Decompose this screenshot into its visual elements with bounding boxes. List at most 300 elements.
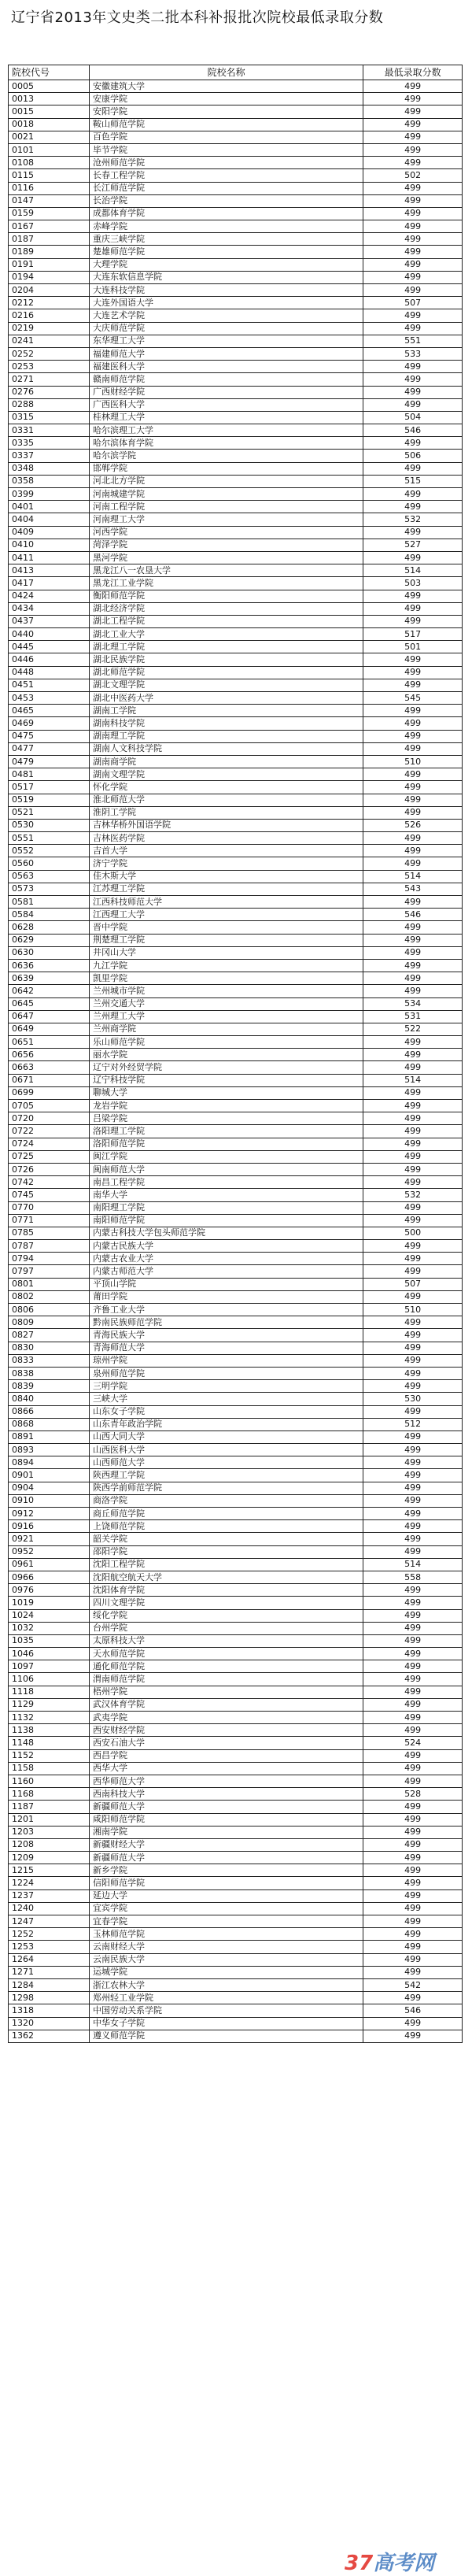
min-score-cell: 499	[363, 1265, 463, 1278]
school-code-cell: 1209	[9, 1852, 90, 1864]
school-name-cell: 兰州城市学院	[90, 985, 363, 997]
table-row	[9, 1571, 463, 1583]
table-row	[9, 666, 463, 679]
min-score-cell: 499	[363, 1125, 463, 1138]
table-row	[9, 1634, 463, 1647]
school-code-cell: 0469	[9, 717, 90, 730]
school-name-cell: 湖北工业大学	[90, 628, 363, 641]
school-code-cell: 0101	[9, 143, 90, 156]
table-row	[9, 2004, 463, 2017]
table-row	[9, 220, 463, 233]
school-name-cell: 郑州轻工业学院	[90, 1992, 363, 2004]
school-code-cell: 0581	[9, 896, 90, 909]
min-score-cell: 499	[363, 896, 463, 909]
min-score-cell: 499	[363, 1584, 463, 1597]
min-score-cell: 499	[363, 1928, 463, 1941]
school-name-cell: 兰州交通大学	[90, 997, 363, 1010]
min-score-cell: 499	[363, 1597, 463, 1609]
min-score-cell: 499	[363, 921, 463, 934]
table-row	[9, 641, 463, 653]
school-code-cell: 0521	[9, 806, 90, 819]
school-code-cell: 0276	[9, 386, 90, 398]
school-name-cell: 河南工程学院	[90, 501, 363, 513]
min-score-cell: 499	[363, 1086, 463, 1099]
table-row	[9, 1061, 463, 1074]
school-code-cell: 0891	[9, 1430, 90, 1443]
min-score-cell: 499	[363, 1545, 463, 1558]
table-row	[9, 1813, 463, 1826]
school-name-cell: 内蒙古农业大学	[90, 1253, 363, 1265]
school-name-cell: 齐鲁工业大学	[90, 1304, 363, 1316]
school-code-cell: 0475	[9, 730, 90, 742]
school-code-cell: 1097	[9, 1660, 90, 1673]
table-row	[9, 462, 463, 475]
table-row	[9, 615, 463, 627]
school-name-cell: 大庆师范学院	[90, 322, 363, 335]
min-score-cell: 499	[363, 946, 463, 959]
school-name-cell: 吉首大学	[90, 845, 363, 857]
school-name-cell: 内蒙古科技大学包头师范学院	[90, 1227, 363, 1239]
school-name-cell: 绥化学院	[90, 1609, 363, 1622]
table-row	[9, 539, 463, 551]
table-row	[9, 1201, 463, 1214]
school-name-cell: 陕西学前师范学院	[90, 1482, 363, 1494]
table-row	[9, 781, 463, 794]
table-row	[9, 1978, 463, 1991]
school-name-cell: 河南城建学院	[90, 488, 363, 501]
min-score-cell: 499	[363, 309, 463, 322]
school-name-cell: 西安财经学院	[90, 1724, 363, 1737]
school-name-cell: 湖北民族学院	[90, 653, 363, 666]
school-code-cell: 0560	[9, 857, 90, 870]
school-code-cell: 0839	[9, 1380, 90, 1393]
school-name-cell: 衡阳师范学院	[90, 590, 363, 602]
min-score-cell: 499	[363, 1877, 463, 1889]
table-row	[9, 832, 463, 845]
school-name-cell: 武夷学院	[90, 1712, 363, 1724]
school-name-cell: 山东女子学院	[90, 1405, 363, 1418]
table-row	[9, 488, 463, 501]
table-row	[9, 755, 463, 768]
min-score-cell: 499	[363, 972, 463, 985]
school-code-cell: 1148	[9, 1737, 90, 1749]
min-score-cell: 499	[363, 1380, 463, 1393]
table-row	[9, 1622, 463, 1634]
school-name-cell: 聊城大学	[90, 1086, 363, 1099]
school-code-cell: 0479	[9, 755, 90, 768]
school-code-cell: 0645	[9, 997, 90, 1010]
school-name-cell: 重庆三峡学院	[90, 233, 363, 246]
min-score-cell: 499	[363, 1482, 463, 1494]
school-name-cell: 东华理工大学	[90, 335, 363, 347]
school-code-cell: 1024	[9, 1609, 90, 1622]
school-name-cell: 湖南人文科技学院	[90, 742, 363, 755]
min-score-cell: 499	[363, 1992, 463, 2004]
table-row	[9, 118, 463, 131]
table-row	[9, 233, 463, 246]
min-score-cell: 551	[363, 335, 463, 347]
school-code-cell: 0013	[9, 93, 90, 105]
table-row	[9, 1648, 463, 1660]
school-name-cell: 山东青年政治学院	[90, 1418, 363, 1430]
school-code-cell: 0649	[9, 1023, 90, 1035]
school-name-cell: 福建医科大学	[90, 361, 363, 373]
table-row	[9, 794, 463, 806]
school-code-cell: 0401	[9, 501, 90, 513]
school-code-cell: 1253	[9, 1941, 90, 1953]
school-name-cell: 南昌工程学院	[90, 1176, 363, 1189]
table-row	[9, 1698, 463, 1711]
min-score-cell: 532	[363, 513, 463, 526]
school-code-cell: 0794	[9, 1253, 90, 1265]
table-row	[9, 284, 463, 297]
table-row	[9, 450, 463, 462]
school-name-cell: 青海民族大学	[90, 1329, 363, 1342]
min-score-cell: 499	[363, 1749, 463, 1762]
school-name-cell: 湖北文理学院	[90, 679, 363, 691]
table-row	[9, 997, 463, 1010]
header-name: 院校名称	[90, 65, 363, 80]
school-name-cell: 沧州师范学院	[90, 157, 363, 169]
school-code-cell: 0115	[9, 169, 90, 182]
school-name-cell: 湖南工学院	[90, 705, 363, 717]
school-code-cell: 0785	[9, 1227, 90, 1239]
school-name-cell: 淮北师范大学	[90, 794, 363, 806]
table-row	[9, 1354, 463, 1367]
school-code-cell: 0358	[9, 475, 90, 487]
school-name-cell: 三明学院	[90, 1380, 363, 1393]
school-code-cell: 0204	[9, 284, 90, 297]
table-row	[9, 819, 463, 831]
school-code-cell: 1106	[9, 1673, 90, 1686]
school-name-cell: 宜春学院	[90, 1915, 363, 1928]
school-code-cell: 0167	[9, 220, 90, 233]
school-name-cell: 赤峰学院	[90, 220, 363, 233]
table-row	[9, 1877, 463, 1889]
school-code-cell: 0271	[9, 373, 90, 386]
min-score-cell: 499	[363, 1609, 463, 1622]
table-header-row	[9, 65, 463, 80]
min-score-cell: 533	[363, 347, 463, 360]
school-name-cell: 吉林医药学院	[90, 832, 363, 845]
school-name-cell: 兰州理工大学	[90, 1010, 363, 1023]
table-row	[9, 1176, 463, 1189]
min-score-cell: 499	[363, 1469, 463, 1482]
school-code-cell: 0656	[9, 1049, 90, 1061]
table-row	[9, 1393, 463, 1405]
school-name-cell: 南阳理工学院	[90, 1201, 363, 1214]
school-code-cell: 1237	[9, 1889, 90, 1902]
min-score-cell: 531	[363, 1010, 463, 1023]
min-score-cell: 506	[363, 450, 463, 462]
min-score-cell: 499	[363, 934, 463, 946]
school-name-cell: 西华大学	[90, 1762, 363, 1775]
min-score-cell: 499	[363, 1775, 463, 1787]
min-score-cell: 499	[363, 526, 463, 539]
school-code-cell: 0725	[9, 1150, 90, 1163]
school-name-cell: 楚雄师范学院	[90, 246, 363, 258]
school-code-cell: 1118	[9, 1686, 90, 1698]
min-score-cell: 499	[363, 1941, 463, 1953]
min-score-cell: 499	[363, 1329, 463, 1342]
school-code-cell: 1203	[9, 1826, 90, 1838]
min-score-cell: 522	[363, 1023, 463, 1035]
school-code-cell: 0630	[9, 946, 90, 959]
min-score-cell: 499	[363, 2030, 463, 2042]
school-name-cell: 中华女子学院	[90, 2017, 363, 2030]
min-score-cell: 515	[363, 475, 463, 487]
school-code-cell: 0409	[9, 526, 90, 539]
school-name-cell: 淮阴工学院	[90, 806, 363, 819]
school-code-cell: 0952	[9, 1545, 90, 1558]
min-score-cell: 499	[363, 781, 463, 794]
school-name-cell: 南阳师范学院	[90, 1214, 363, 1227]
school-code-cell: 0827	[9, 1329, 90, 1342]
school-code-cell: 0424	[9, 590, 90, 602]
min-score-cell: 499	[363, 730, 463, 742]
table-row	[9, 411, 463, 424]
school-code-cell: 0451	[9, 679, 90, 691]
school-code-cell: 0868	[9, 1418, 90, 1430]
table-row	[9, 501, 463, 513]
school-name-cell: 四川文理学院	[90, 1597, 363, 1609]
school-code-cell: 1271	[9, 1966, 90, 1978]
page-title: 辽宁省2013年文史类二批本科补报批次院校最低录取分数	[11, 9, 384, 26]
table-row	[9, 386, 463, 398]
school-name-cell: 湖北师范学院	[90, 666, 363, 679]
school-code-cell: 0910	[9, 1494, 90, 1507]
min-score-cell: 499	[363, 1112, 463, 1125]
school-name-cell: 黔南民族师范学院	[90, 1316, 363, 1329]
table-row	[9, 946, 463, 959]
min-score-cell: 499	[363, 1813, 463, 1826]
table-row	[9, 1214, 463, 1227]
school-name-cell: 吉林华桥外国语学院	[90, 819, 363, 831]
min-score-cell: 530	[363, 1393, 463, 1405]
table-row	[9, 1609, 463, 1622]
min-score-cell: 499	[363, 1634, 463, 1647]
table-row	[9, 1966, 463, 1978]
min-score-cell: 499	[363, 1698, 463, 1711]
min-score-cell: 499	[363, 386, 463, 398]
school-name-cell: 安徽建筑大学	[90, 80, 363, 93]
table-row	[9, 1545, 463, 1558]
min-score-cell: 499	[363, 1520, 463, 1533]
school-name-cell: 河西学院	[90, 526, 363, 539]
school-code-cell: 0018	[9, 118, 90, 131]
table-row	[9, 207, 463, 220]
school-code-cell: 1318	[9, 2004, 90, 2017]
school-name-cell: 内蒙古民族大学	[90, 1240, 363, 1253]
school-code-cell: 0481	[9, 768, 90, 781]
min-score-cell: 499	[363, 1456, 463, 1469]
min-score-cell: 512	[363, 1418, 463, 1430]
school-code-cell: 0147	[9, 194, 90, 207]
table-row	[9, 1724, 463, 1737]
school-code-cell: 0797	[9, 1265, 90, 1278]
school-name-cell: 台州学院	[90, 1622, 363, 1634]
school-code-cell: 0726	[9, 1163, 90, 1175]
min-score-cell: 503	[363, 577, 463, 590]
school-name-cell: 江西科技师范大学	[90, 896, 363, 909]
min-score-cell: 499	[363, 220, 463, 233]
table-row	[9, 322, 463, 335]
school-name-cell: 荆楚理工学院	[90, 934, 363, 946]
table-row	[9, 934, 463, 946]
min-score-cell: 504	[363, 411, 463, 424]
min-score-cell: 507	[363, 297, 463, 309]
table-row	[9, 373, 463, 386]
school-name-cell: 江西理工大学	[90, 909, 363, 921]
table-row	[9, 717, 463, 730]
school-name-cell: 百色学院	[90, 131, 363, 143]
school-code-cell: 1264	[9, 1953, 90, 1966]
school-code-cell: 1298	[9, 1992, 90, 2004]
school-name-cell: 兰州商学院	[90, 1023, 363, 1035]
school-name-cell: 湖北中医药大学	[90, 692, 363, 705]
school-name-cell: 井冈山大学	[90, 946, 363, 959]
table-row	[9, 1405, 463, 1418]
min-score-cell: 499	[363, 857, 463, 870]
school-code-cell: 0636	[9, 959, 90, 972]
table-row	[9, 1265, 463, 1278]
table-row	[9, 959, 463, 972]
school-name-cell: 大连艺术学院	[90, 309, 363, 322]
table-row	[9, 1278, 463, 1290]
table-row	[9, 1112, 463, 1125]
table-row	[9, 857, 463, 870]
school-name-cell: 遵义师范学院	[90, 2030, 363, 2042]
school-name-cell: 宜宾学院	[90, 1902, 363, 1915]
min-score-cell: 499	[363, 666, 463, 679]
school-code-cell: 0722	[9, 1125, 90, 1138]
school-name-cell: 长春工程学院	[90, 169, 363, 182]
school-name-cell: 南华大学	[90, 1189, 363, 1201]
min-score-cell: 499	[363, 1367, 463, 1379]
min-score-cell: 499	[363, 462, 463, 475]
table-row	[9, 1889, 463, 1902]
school-code-cell: 0809	[9, 1316, 90, 1329]
school-code-cell: 0801	[9, 1278, 90, 1290]
school-name-cell: 西华师范大学	[90, 1775, 363, 1787]
school-name-cell: 中国劳动关系学院	[90, 2004, 363, 2017]
school-code-cell: 0893	[9, 1444, 90, 1456]
school-code-cell: 0005	[9, 80, 90, 93]
min-score-cell: 499	[363, 1290, 463, 1303]
min-score-cell: 499	[363, 705, 463, 717]
min-score-cell: 499	[363, 1342, 463, 1354]
table-row	[9, 1253, 463, 1265]
min-score-cell: 499	[363, 1673, 463, 1686]
school-code-cell: 0216	[9, 309, 90, 322]
table-row	[9, 1456, 463, 1469]
table-row	[9, 1482, 463, 1494]
school-code-cell: 0894	[9, 1456, 90, 1469]
school-name-cell: 陕西理工学院	[90, 1469, 363, 1482]
school-name-cell: 山西师范大学	[90, 1456, 363, 1469]
table-row	[9, 271, 463, 283]
min-score-cell: 499	[363, 1915, 463, 1928]
table-row	[9, 1150, 463, 1163]
min-score-cell: 499	[363, 1176, 463, 1189]
school-name-cell: 泉州师范学院	[90, 1367, 363, 1379]
min-score-cell: 527	[363, 539, 463, 551]
min-score-cell: 514	[363, 1558, 463, 1571]
table-row	[9, 1163, 463, 1175]
school-code-cell: 0724	[9, 1138, 90, 1150]
min-score-cell: 499	[363, 322, 463, 335]
school-code-cell: 0337	[9, 450, 90, 462]
table-row	[9, 972, 463, 985]
school-code-cell: 0253	[9, 361, 90, 373]
table-row	[9, 169, 463, 182]
table-row	[9, 1597, 463, 1609]
table-row	[9, 1430, 463, 1443]
min-score-cell: 499	[363, 207, 463, 220]
school-name-cell: 广西财经学院	[90, 386, 363, 398]
table-row	[9, 1928, 463, 1941]
min-score-cell: 543	[363, 883, 463, 895]
school-code-cell: 1362	[9, 2030, 90, 2042]
school-code-cell: 0551	[9, 832, 90, 845]
school-name-cell: 湖南商学院	[90, 755, 363, 768]
min-score-cell: 499	[363, 1762, 463, 1775]
school-name-cell: 咸阳师范学院	[90, 1813, 363, 1826]
table-row	[9, 1838, 463, 1851]
table-body	[9, 80, 463, 2043]
school-code-cell: 1152	[9, 1749, 90, 1762]
school-code-cell: 1046	[9, 1648, 90, 1660]
table-row	[9, 513, 463, 526]
table-row	[9, 1902, 463, 1915]
school-code-cell: 0802	[9, 1290, 90, 1303]
school-name-cell: 黑龙江八一农垦大学	[90, 564, 363, 577]
min-score-cell: 546	[363, 909, 463, 921]
school-name-cell: 毕节学院	[90, 143, 363, 156]
table-row	[9, 1342, 463, 1354]
school-name-cell: 河北北方学院	[90, 475, 363, 487]
school-name-cell: 三峡大学	[90, 1393, 363, 1405]
min-score-cell: 499	[363, 679, 463, 691]
school-name-cell: 云南民族大学	[90, 1953, 363, 1966]
min-score-cell: 546	[363, 2004, 463, 2017]
school-code-cell: 1035	[9, 1634, 90, 1647]
table-row	[9, 1712, 463, 1724]
table-row	[9, 1049, 463, 1061]
table-row	[9, 845, 463, 857]
school-code-cell: 1215	[9, 1864, 90, 1877]
school-code-cell: 0787	[9, 1240, 90, 1253]
school-name-cell: 湖南理工学院	[90, 730, 363, 742]
school-name-cell: 福建师范大学	[90, 347, 363, 360]
school-code-cell: 0705	[9, 1100, 90, 1112]
school-code-cell: 0833	[9, 1354, 90, 1367]
table-row	[9, 985, 463, 997]
school-name-cell: 长江师范学院	[90, 182, 363, 194]
min-score-cell: 499	[363, 1214, 463, 1227]
table-row	[9, 526, 463, 539]
school-code-cell: 0720	[9, 1112, 90, 1125]
school-name-cell: 通化师范学院	[90, 1660, 363, 1673]
table-row	[9, 1915, 463, 1928]
min-score-cell: 499	[363, 653, 463, 666]
min-score-cell: 499	[363, 602, 463, 615]
school-name-cell: 吕梁学院	[90, 1112, 363, 1125]
min-score-cell: 499	[363, 985, 463, 997]
table-row	[9, 590, 463, 602]
school-name-cell: 莆田学院	[90, 1290, 363, 1303]
school-name-cell: 广西医科大学	[90, 398, 363, 411]
